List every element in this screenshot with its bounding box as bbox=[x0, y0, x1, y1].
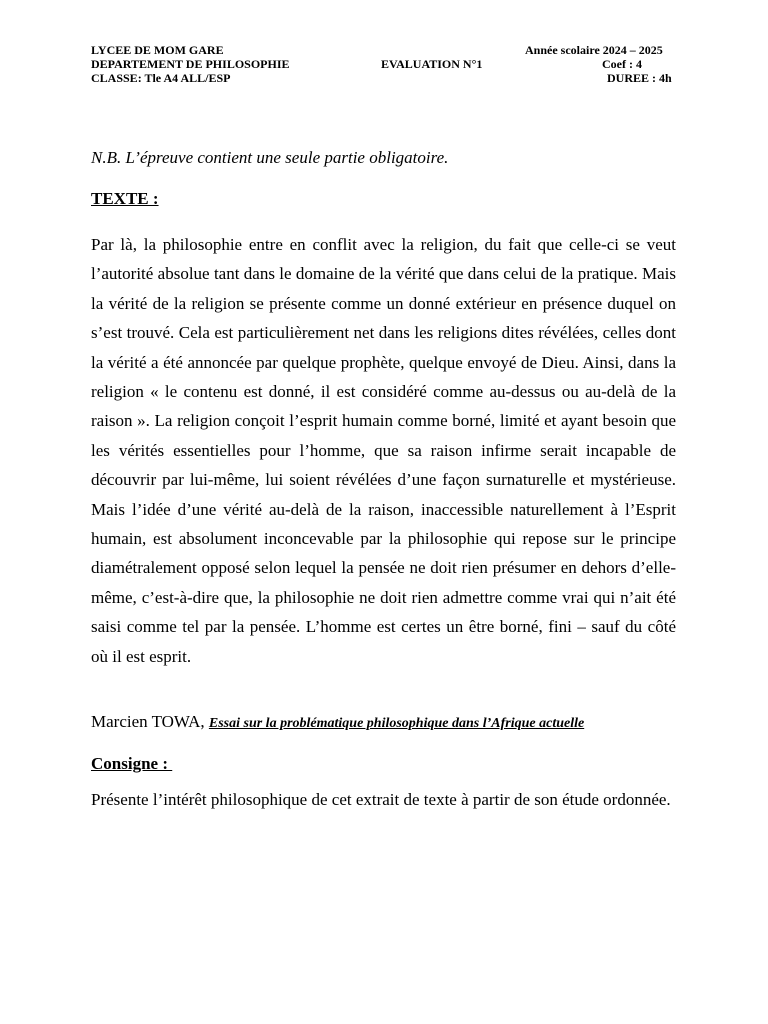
school-year: Année scolaire 2024 – 2025 bbox=[525, 43, 663, 57]
exam-note: N.B. L’épreuve contient une seule partie obligatoire. bbox=[91, 148, 449, 167]
text-source bbox=[91, 712, 584, 732]
texte-heading: TEXTE : bbox=[91, 189, 159, 208]
class-label: CLASSE: Tle A4 ALL/ESP bbox=[91, 71, 231, 85]
consigne-text: Présente l’intérêt philosophique de cet extrait de texte à partir de son étude ordonnée. bbox=[91, 790, 671, 809]
consigne-heading: Consigne : bbox=[91, 754, 173, 773]
coefficient: Coef : 4 bbox=[602, 57, 642, 71]
department-name: DEPARTEMENT DE PHILOSOPHIE bbox=[91, 57, 290, 71]
source-book-title: Essai sur la problématique philosophique dans l’Afrique actuelle bbox=[208, 716, 585, 731]
duration: DUREE : 4h bbox=[607, 71, 672, 85]
source-author: Marcien TOWA, bbox=[91, 712, 209, 731]
evaluation-label: EVALUATION N°1 bbox=[381, 57, 483, 71]
texte-body: Par là, la philosophie entre en conflit avec la religion, du fait que celle-ci se veut l’autorité absolue tant dans le domaine de la vérité que dans celui de la pratique. Mais la vérité de la religion se présente comme un donné extérieur en présence duquel on s’est trouvé. Cela est particulièrement net dans les religions dites révélées, celles dont la vérité a été annoncée par quelque prophète, quelque envoyé de Dieu. Ainsi, dans la religion « le contenu est donné, il est considéré comme au-dessus ou au-delà de la raison ». La religion conçoit l’esprit humain comme borné, limité et ayant besoin que les vérités essentielles pour l’homme, que sa raison infirme serait incapable de découvrir par lui-même, lui soient révélées d’une façon surnaturelle et mystérieuse. Mais l’idée d’une vérité au-delà de la raison, inaccessible naturellement à l’Esprit humain, est absolument inconcevable par la philosophie qui repose sur le principe diamétralement opposé selon lequel la pensée ne doit rien présumer en dehors d’elle-même, c’est-à-dire que, la philosophie ne doit rien admettre comme vrai qui n’ait été saisi comme tel par la pensée. L’homme est certes un être borné, fini – sauf du côté où il est esprit. bbox=[91, 235, 676, 666]
school-name: LYCEE DE MOM GARE bbox=[91, 43, 224, 57]
